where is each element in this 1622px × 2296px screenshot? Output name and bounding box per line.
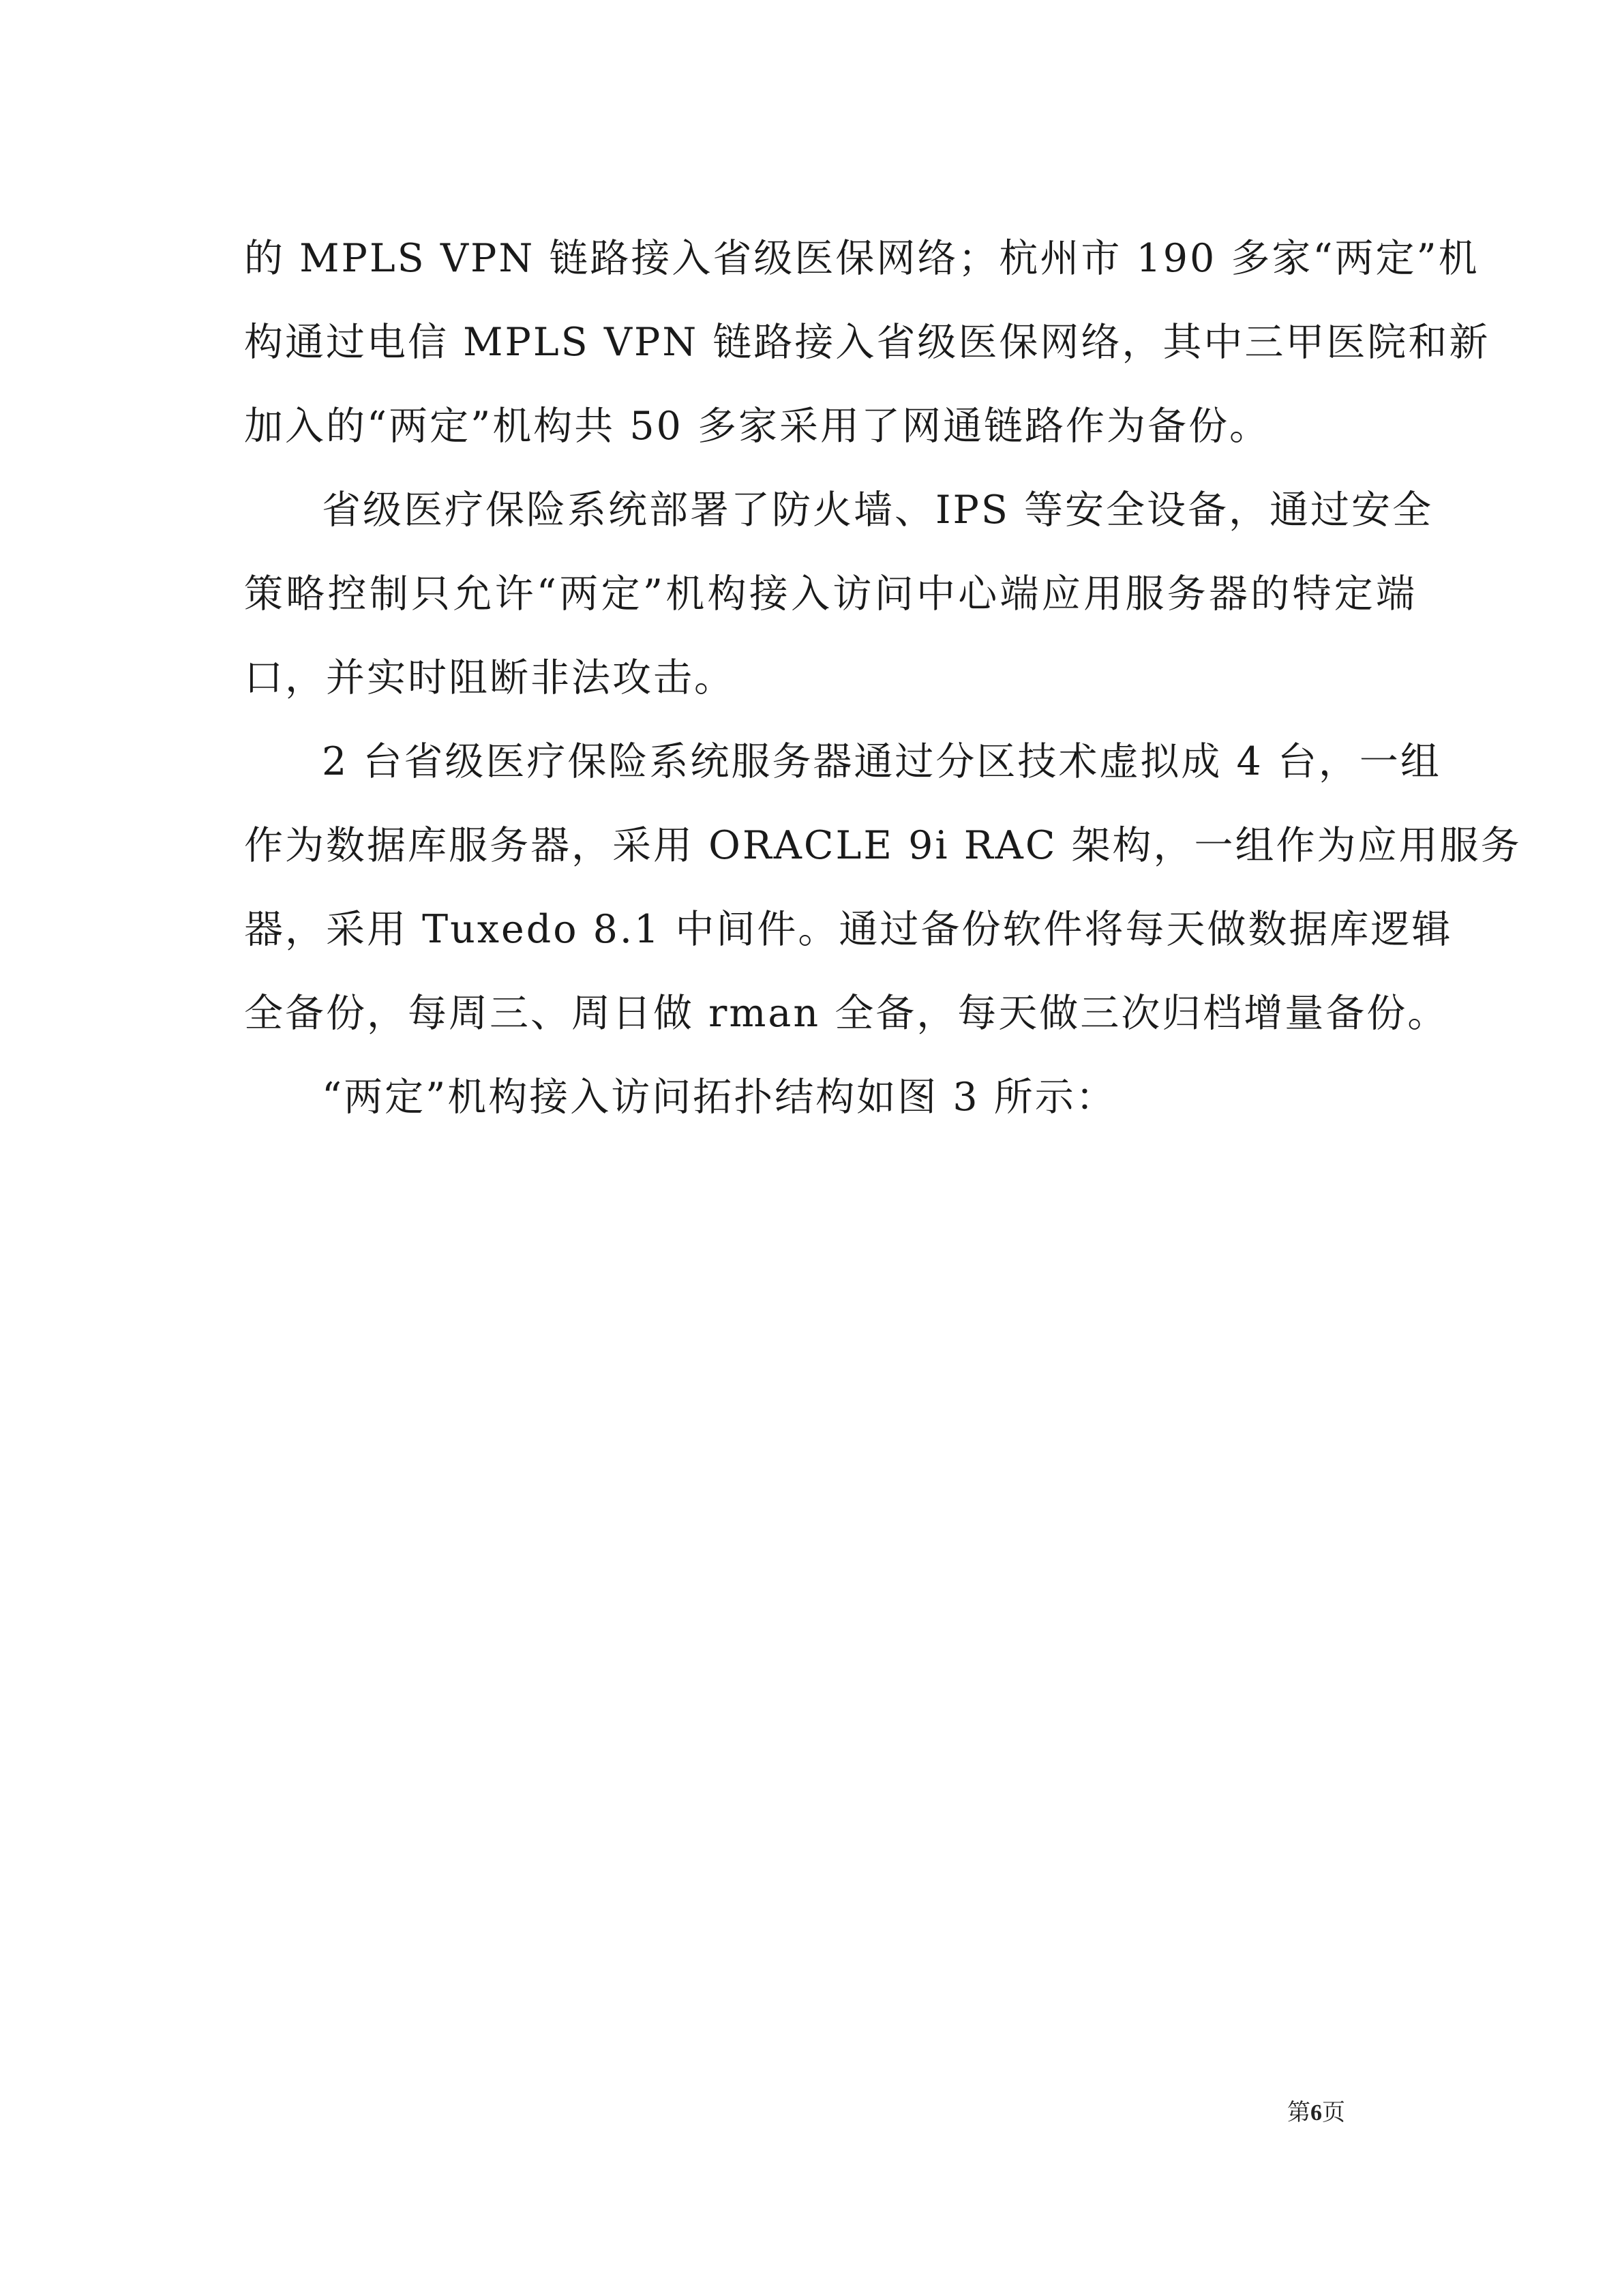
body-text <box>244 217 1522 1139</box>
text-line: 全备份，每周三、周日做 rman 全备，每天做三次归档增量备份。 <box>244 991 1449 1036</box>
text-line: 的 MPLS VPN 链路接入省级医保网络；杭州市 190 多家“两定”机 <box>244 236 1480 281</box>
text-line: 策略控制只允许“两定”机构接入访问中心端应用服务器的特定端 <box>244 571 1417 616</box>
paragraph-network-links <box>244 217 1490 468</box>
page-suffix: 页 <box>1322 2100 1345 2126</box>
paragraph-topology-ref <box>244 1056 1417 1139</box>
paragraph-servers <box>244 720 1522 1056</box>
text-line: “两定”机构接入访问拓扑结构如图 3 所示： <box>322 1075 1117 1120</box>
text-line: 构通过电信 MPLS VPN 链路接入省级医保网络，其中三甲医院和新 <box>244 320 1490 365</box>
page-number-value: 6 <box>1310 2100 1322 2126</box>
text-line: 省级医疗保险系统部署了防火墙、IPS 等安全设备，通过安全 <box>322 488 1434 533</box>
text-line: 器，采用 Tuxedo 8.1 中间件。通过备份软件将每天做数据库逻辑 <box>244 907 1453 952</box>
page-number <box>1287 2093 1345 2127</box>
text-line: 加入的“两定”机构共 50 多家采用了网通链路作为备份。 <box>244 404 1271 449</box>
page-prefix: 第 <box>1287 2100 1310 2126</box>
text-line: 口，并实时阻断非法攻击。 <box>244 655 735 700</box>
text-line: 作为数据库服务器，采用 ORACLE 9i RAC 架构，一组作为应用服务 <box>244 823 1522 868</box>
text-line: 2 台省级医疗保险系统服务器通过分区技术虚拟成 4 台，一组 <box>322 739 1441 784</box>
paragraph-security <box>244 468 1434 720</box>
